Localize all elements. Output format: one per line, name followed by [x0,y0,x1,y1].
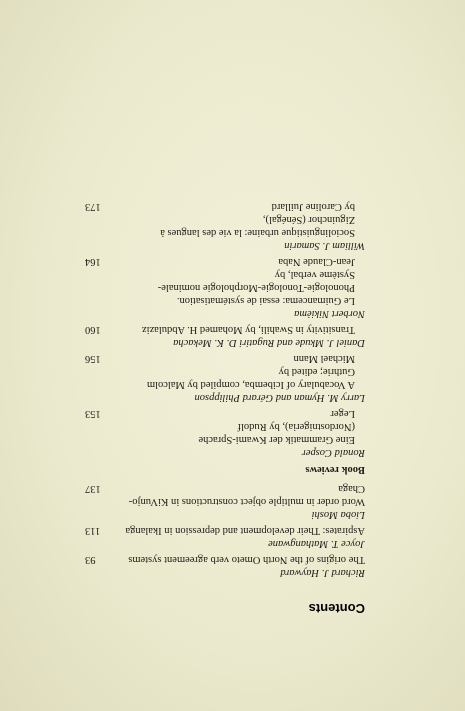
contents-list [85,197,365,579]
review-line: Jean-Claude Naba [278,256,355,267]
review-entry [85,407,365,459]
page-number: 173 [85,201,101,212]
page-number: 153 [85,408,101,419]
review-line: Leger [330,408,355,419]
review-author: Larry M. Hyman and Gérard Philippson [194,392,365,403]
article-title: The origins of the North Ometo verb agreement systems [128,554,365,565]
page-number: 137 [85,483,101,494]
review-line: Michael Mann [293,353,355,364]
review-author: Ronald Cosper [301,447,365,458]
review-line: A Vocabulary of Icibemba, compiled by Malcolm Guthrie; edited by [146,366,355,390]
review-entry [85,352,365,404]
page-number: 164 [85,256,101,267]
review-line: Transitivity in Swahili, by Mohamed H. Abdulaziz [141,324,355,335]
page-number: 156 [85,353,101,364]
review-author: William J. Samarin [284,240,365,251]
page-number: 113 [85,525,101,536]
review-entry [85,323,365,349]
review-line: Sociolinguistique urbaine: la vie des langues à Ziguinchor (Sénégal), [160,214,355,238]
review-entry [85,255,365,320]
article-entry [85,553,365,579]
review-entry [85,200,365,252]
page-number: 160 [85,324,101,335]
article-author: Lioba Moshi [311,509,365,520]
article-entry [85,482,365,521]
review-line: Phonologie-Tonologie-Morphologie nominale-Système verbal, by [157,269,355,293]
article-title: Aspirates: Their development and depression in Ikalanga [125,525,365,536]
review-author: Norbert Nikièma [294,308,365,319]
article-entry [85,524,365,550]
section-heading: Book reviews [305,464,365,475]
review-line: by Caroline Juillard [271,201,355,212]
page-title: Contents [308,601,365,616]
article-author: Joyce T. Mathangwane [268,538,365,549]
review-author: Daniel J. Mkude and Rugatiri D. K. Mekacha [173,337,365,348]
review-line: Le Guimancema: essai de systématisation. [176,295,355,306]
review-line: Eine Grammatik der Kwami-Sprache (Nordostnigeria), by Rudolf [198,421,355,445]
article-author: Richard J. Hayward [280,567,365,578]
article-title: Word order in multiple object constructions in KiVunjo-Chaga [128,483,365,507]
page-number: 93 [85,554,96,565]
